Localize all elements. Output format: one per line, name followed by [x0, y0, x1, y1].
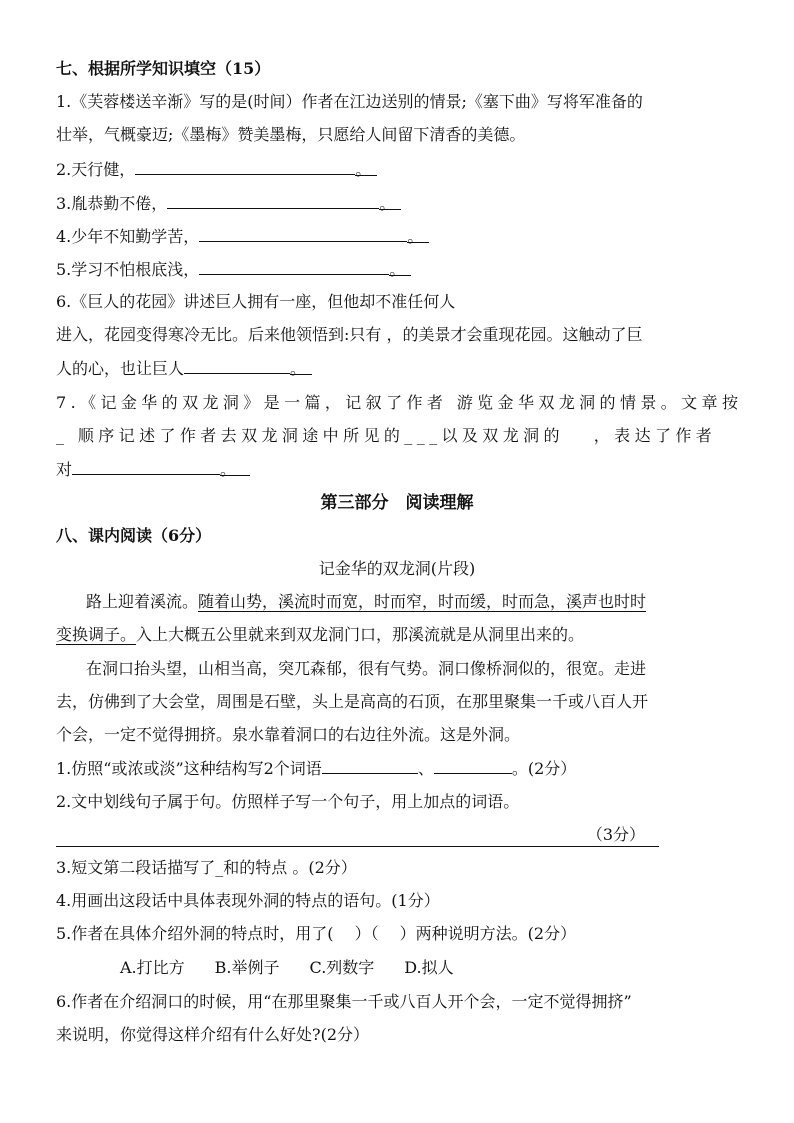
passage-p2-line3: 个会，一定不觉得拥挤。泉水靠着洞口的右边往外流。这是外洞。 [56, 725, 521, 744]
part-3-title: 第三部分 阅读理解 [320, 493, 474, 513]
s7-q2 [56, 158, 377, 181]
answer-blank[interactable] [199, 225, 407, 242]
answer-blank[interactable] [135, 158, 355, 175]
s8-q6-line1: 6.作者在介绍洞口的时候，用“在那里聚集一千或八百人开个会，一定不觉得拥挤” [56, 992, 632, 1011]
passage-p1-text-end: 入上大概五公里就来到双龙洞门口，那溪流就是从洞里出来的。 [136, 625, 585, 644]
passage-p1-line2 [56, 624, 584, 646]
answer-blank-end [379, 193, 401, 213]
option-a[interactable]: A.打比方 [120, 958, 185, 977]
s8-q2-answer-line[interactable] [56, 824, 659, 847]
s7-q6-line2: 进入，花园变得寒冷无比。后来他领悟到:只有 ，的美景才会重现花园。这触动了巨 [56, 325, 643, 344]
answer-blank[interactable] [167, 192, 379, 209]
option-b[interactable]: B.举例子 [214, 958, 280, 977]
s7-q7-line2-a: _ 顺序记述了作者去双龙洞途中所见的 [56, 426, 405, 445]
period: 。 [379, 194, 396, 213]
answer-blank[interactable] [434, 757, 512, 774]
passage-p2-line2: 去，仿佛到了大会堂，周围是石壁，头上是高高的石顶，在那里聚集一千或八百人开 [56, 692, 649, 711]
s7-q7-line3-text: 对 [56, 460, 73, 479]
s8-q2: 2.文中划线句子属于句。仿照样子写一个句子，用上加点的词语。 [56, 792, 520, 811]
s7-q6-line3 [56, 357, 312, 380]
s7-q1-line1: 1.《芙蓉楼送辛渐》写的是(时间）作者在江边送别的情景;《塞下曲》写将军准备的 [56, 92, 643, 111]
answer-blank-end [355, 159, 377, 179]
s7-q6-line1: 6.《巨人的花园》讲述巨人拥有一座，但他却不准任何人 [56, 292, 456, 311]
option-d[interactable]: D.拟人 [404, 958, 454, 977]
period: 。 [290, 359, 307, 378]
answer-blank-end [407, 226, 429, 246]
s7-q7-line2-c: 以及双龙洞的 ，表达了作者 [441, 426, 717, 445]
s7-q7-line3 [56, 458, 250, 481]
section-7-heading: 七、根据所学知识填空（15） [56, 59, 271, 78]
separator: 、 [417, 759, 434, 778]
s7-q2-text: 2.天行健， [56, 160, 136, 179]
option-c[interactable]: C.列数字 [309, 958, 375, 977]
s7-q3-text: 3.胤恭勤不倦， [56, 194, 168, 213]
s8-q2-score: （3分） [586, 825, 645, 844]
s8-q4: 4.用画出这段话中具体表现外洞的特点的语句。(1分） [56, 891, 440, 910]
period: 。 [389, 260, 406, 279]
s8-q1-text: 1.仿照“或浓或淡”这种结构写2个词语 [56, 759, 322, 778]
s7-q5 [56, 258, 411, 281]
s8-q3: 3.短文第二段话描写了_和的特点 。(2分） [56, 858, 357, 877]
s8-q5-options [120, 957, 484, 979]
passage-title: 记金华的双龙洞(片段) [318, 559, 476, 578]
answer-blank[interactable] [322, 757, 418, 774]
s8-q6-line2: 来说明，你觉得这样介绍有什么好处?(2分） [56, 1025, 370, 1044]
s7-q6-line3-text: 人的心，也让巨人 [56, 359, 185, 378]
s7-q3 [56, 192, 401, 215]
s7-q7-line2-blank[interactable]: ___ [404, 426, 442, 445]
answer-blank-end [220, 459, 250, 479]
passage-p1-line1 [86, 591, 646, 613]
s7-q4 [56, 225, 429, 248]
s8-q1-tail: 。(2分） [511, 759, 577, 778]
underlined-sentence: 随着山势，溪流时而宽，时而窄，时而缓，时而急，溪声也时时 [198, 592, 647, 611]
underlined-sentence-end: 变换调子。 [56, 625, 137, 644]
answer-blank-end [389, 259, 411, 279]
passage-p1-text: 路上迎着溪流。 [86, 592, 199, 611]
s7-q5-text: 5.学习不怕根底浅， [56, 260, 200, 279]
passage-p2-line1: 在洞口抬头望，山相当高，突兀森郁，很有气势。洞口像桥洞似的，很宽。走进 [86, 659, 647, 678]
period: 。 [407, 227, 424, 246]
answer-blank[interactable] [72, 458, 220, 475]
answer-blank[interactable] [199, 258, 389, 275]
section-8-heading: 八、课内阅读（6分） [56, 526, 212, 545]
s7-q1-line2: 壮举，气概豪迈;《墨梅》赞美墨梅，只愿给人间留下清香的美德。 [56, 125, 526, 144]
period: 。 [355, 160, 372, 179]
answer-blank-end [290, 358, 312, 378]
s7-q4-text: 4.少年不知勤学苦， [56, 227, 200, 246]
s8-q1 [56, 757, 576, 780]
answer-blank[interactable] [184, 357, 290, 374]
s7-q7-line1: 7.《记金华的双龙洞》是一篇，记叙了作者 游览金华双龙洞的情景。文章按 [56, 393, 743, 412]
period: 。 [220, 460, 237, 479]
s8-q5: 5.作者在具体介绍外洞的特点时，用了( ）（ ）两种说明方法。(2分） [56, 924, 577, 943]
s7-q7-line2 [56, 425, 716, 447]
